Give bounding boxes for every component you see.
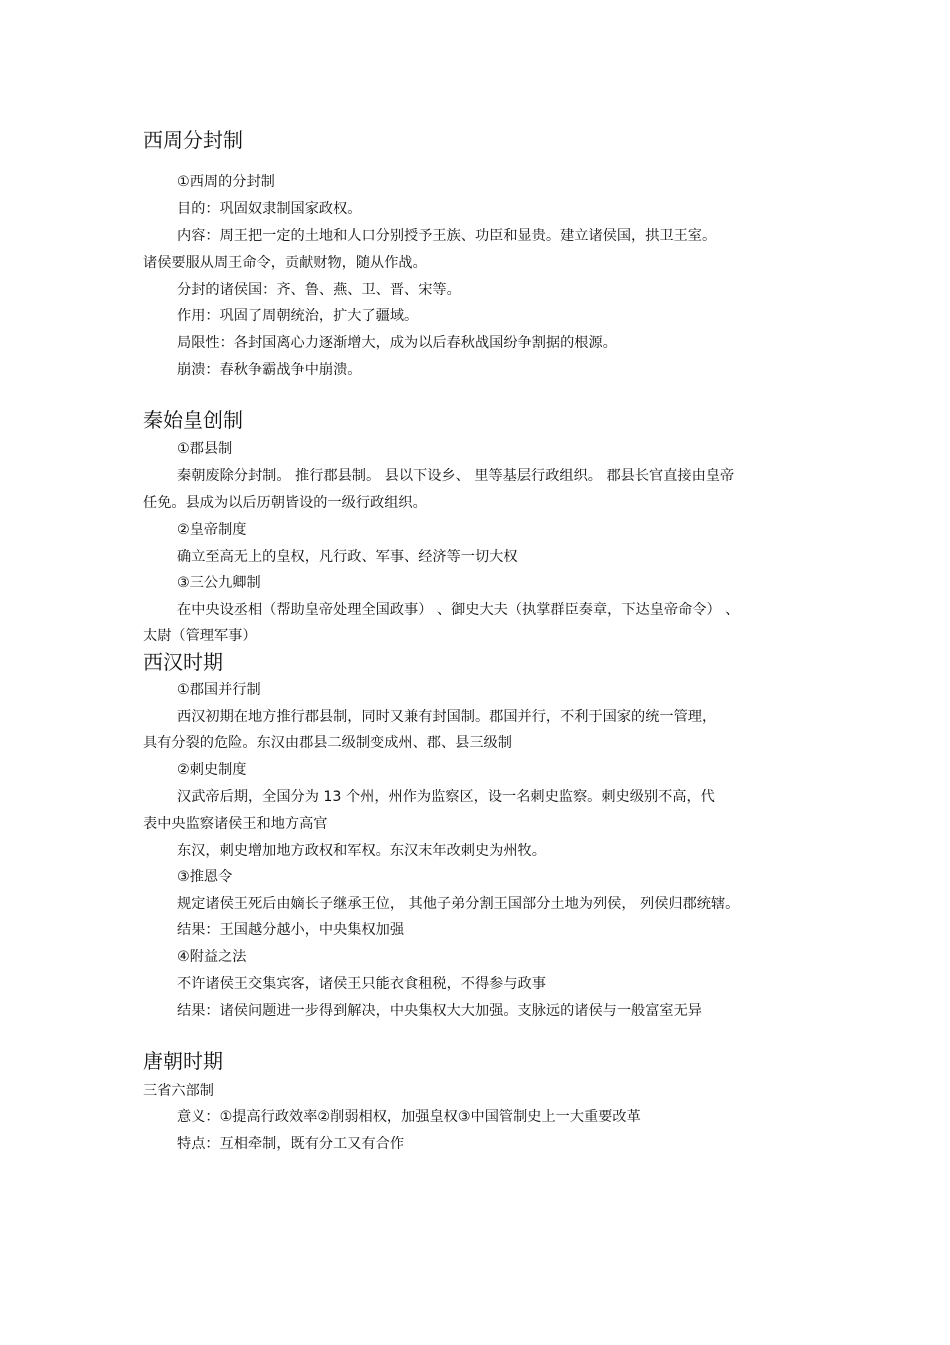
text-line: ①郡国并行制 <box>177 682 261 698</box>
text-line: 局限性：各封国离心力逐渐增大，成为以后春秋战国纷争割据的根源。 <box>177 335 617 351</box>
text-line: 表中央监察诸侯王和地方高官 <box>143 816 328 832</box>
text-line: ②皇帝制度 <box>177 522 247 538</box>
text-line: 三省六部制 <box>143 1083 214 1099</box>
text-line: 东汉，刺史增加地方政权和军权。东汉末年改刺史为州牧。 <box>177 843 546 859</box>
text-line: 西汉初期在地方推行郡县制，同时又兼有封国制。郡国并行，不利于国家的统一管理， <box>177 709 717 725</box>
text-line: 具有分裂的危险。东汉由郡县二级制变成州、郡、县三级制 <box>143 735 512 751</box>
section-heading-western-han: 西汉时期 <box>143 650 223 674</box>
text-line: ①郡县制 <box>177 441 233 457</box>
section-heading-tang: 唐朝时期 <box>143 1049 223 1073</box>
text-line: 内容：周王把一定的土地和人口分别授予王族、功臣和显贵。建立诸侯国，拱卫王室。 <box>177 228 717 244</box>
text-line: 结果：诸侯问题进一步得到解决，中央集权大大加强。支脉远的诸侯与一般富室无异 <box>177 1003 702 1019</box>
text-line: 规定诸侯王死后由嫡长子继承王位， 其他子弟分割王国部分土地为列侯， 列侯归郡统辖。 <box>177 896 740 912</box>
text-line: 分封的诸侯国：齐、鲁、燕、卫、晋、宋等。 <box>177 282 461 298</box>
text-line: 意义：①提高行政效率②削弱相权，加强皇权③中国管制史上一大重要改革 <box>177 1109 641 1125</box>
text-line: ③推恩令 <box>177 869 233 885</box>
text-line: 汉武帝后期，全国分为 13 个州，州作为监察区，设一名刺史监察。刺史级别不高，代 <box>177 789 715 805</box>
text-line: 特点：互相牵制，既有分工又有合作 <box>177 1136 405 1152</box>
text-line: ②刺史制度 <box>177 762 247 778</box>
text-line: 不许诸侯王交集宾客，诸侯王只能衣食租税，不得参与政事 <box>177 976 546 992</box>
text-line: 作用：巩固了周朝统治，扩大了疆域。 <box>177 308 419 324</box>
text-line: 太尉（管理军事） <box>143 628 257 644</box>
text-line: 任免。县成为以后历朝皆设的一级行政组织。 <box>143 495 427 511</box>
text-line: 结果：王国越分越小，中央集权加强 <box>177 922 405 938</box>
section-heading-western-zhou: 西周分封制 <box>143 128 243 152</box>
text-line: 目的：巩固奴隶制国家政权。 <box>177 201 362 217</box>
text-line: 在中央设丞相（帮助皇帝处理全国政事） 、御史大夫（执掌群臣奏章，下达皇帝命令） 、 <box>177 602 740 618</box>
section-heading-qin: 秦始皇创制 <box>143 408 243 432</box>
text-line: 确立至高无上的皇权，凡行政、军事、经济等一切大权 <box>177 549 518 565</box>
text-line: ③三公九卿制 <box>177 575 261 591</box>
text-line: ①西周的分封制 <box>177 174 275 190</box>
text-line: 秦朝废除分封制。 推行郡县制。 县以下设乡、 里等基层行政组织。 郡县长官直接由皇帝 <box>177 468 735 484</box>
text-line: 崩溃：春秋争霸战争中崩溃。 <box>177 362 362 378</box>
text-line: 诸侯要服从周王命令，贡献财物，随从作战。 <box>143 255 427 271</box>
text-line: ④附益之法 <box>177 949 247 965</box>
